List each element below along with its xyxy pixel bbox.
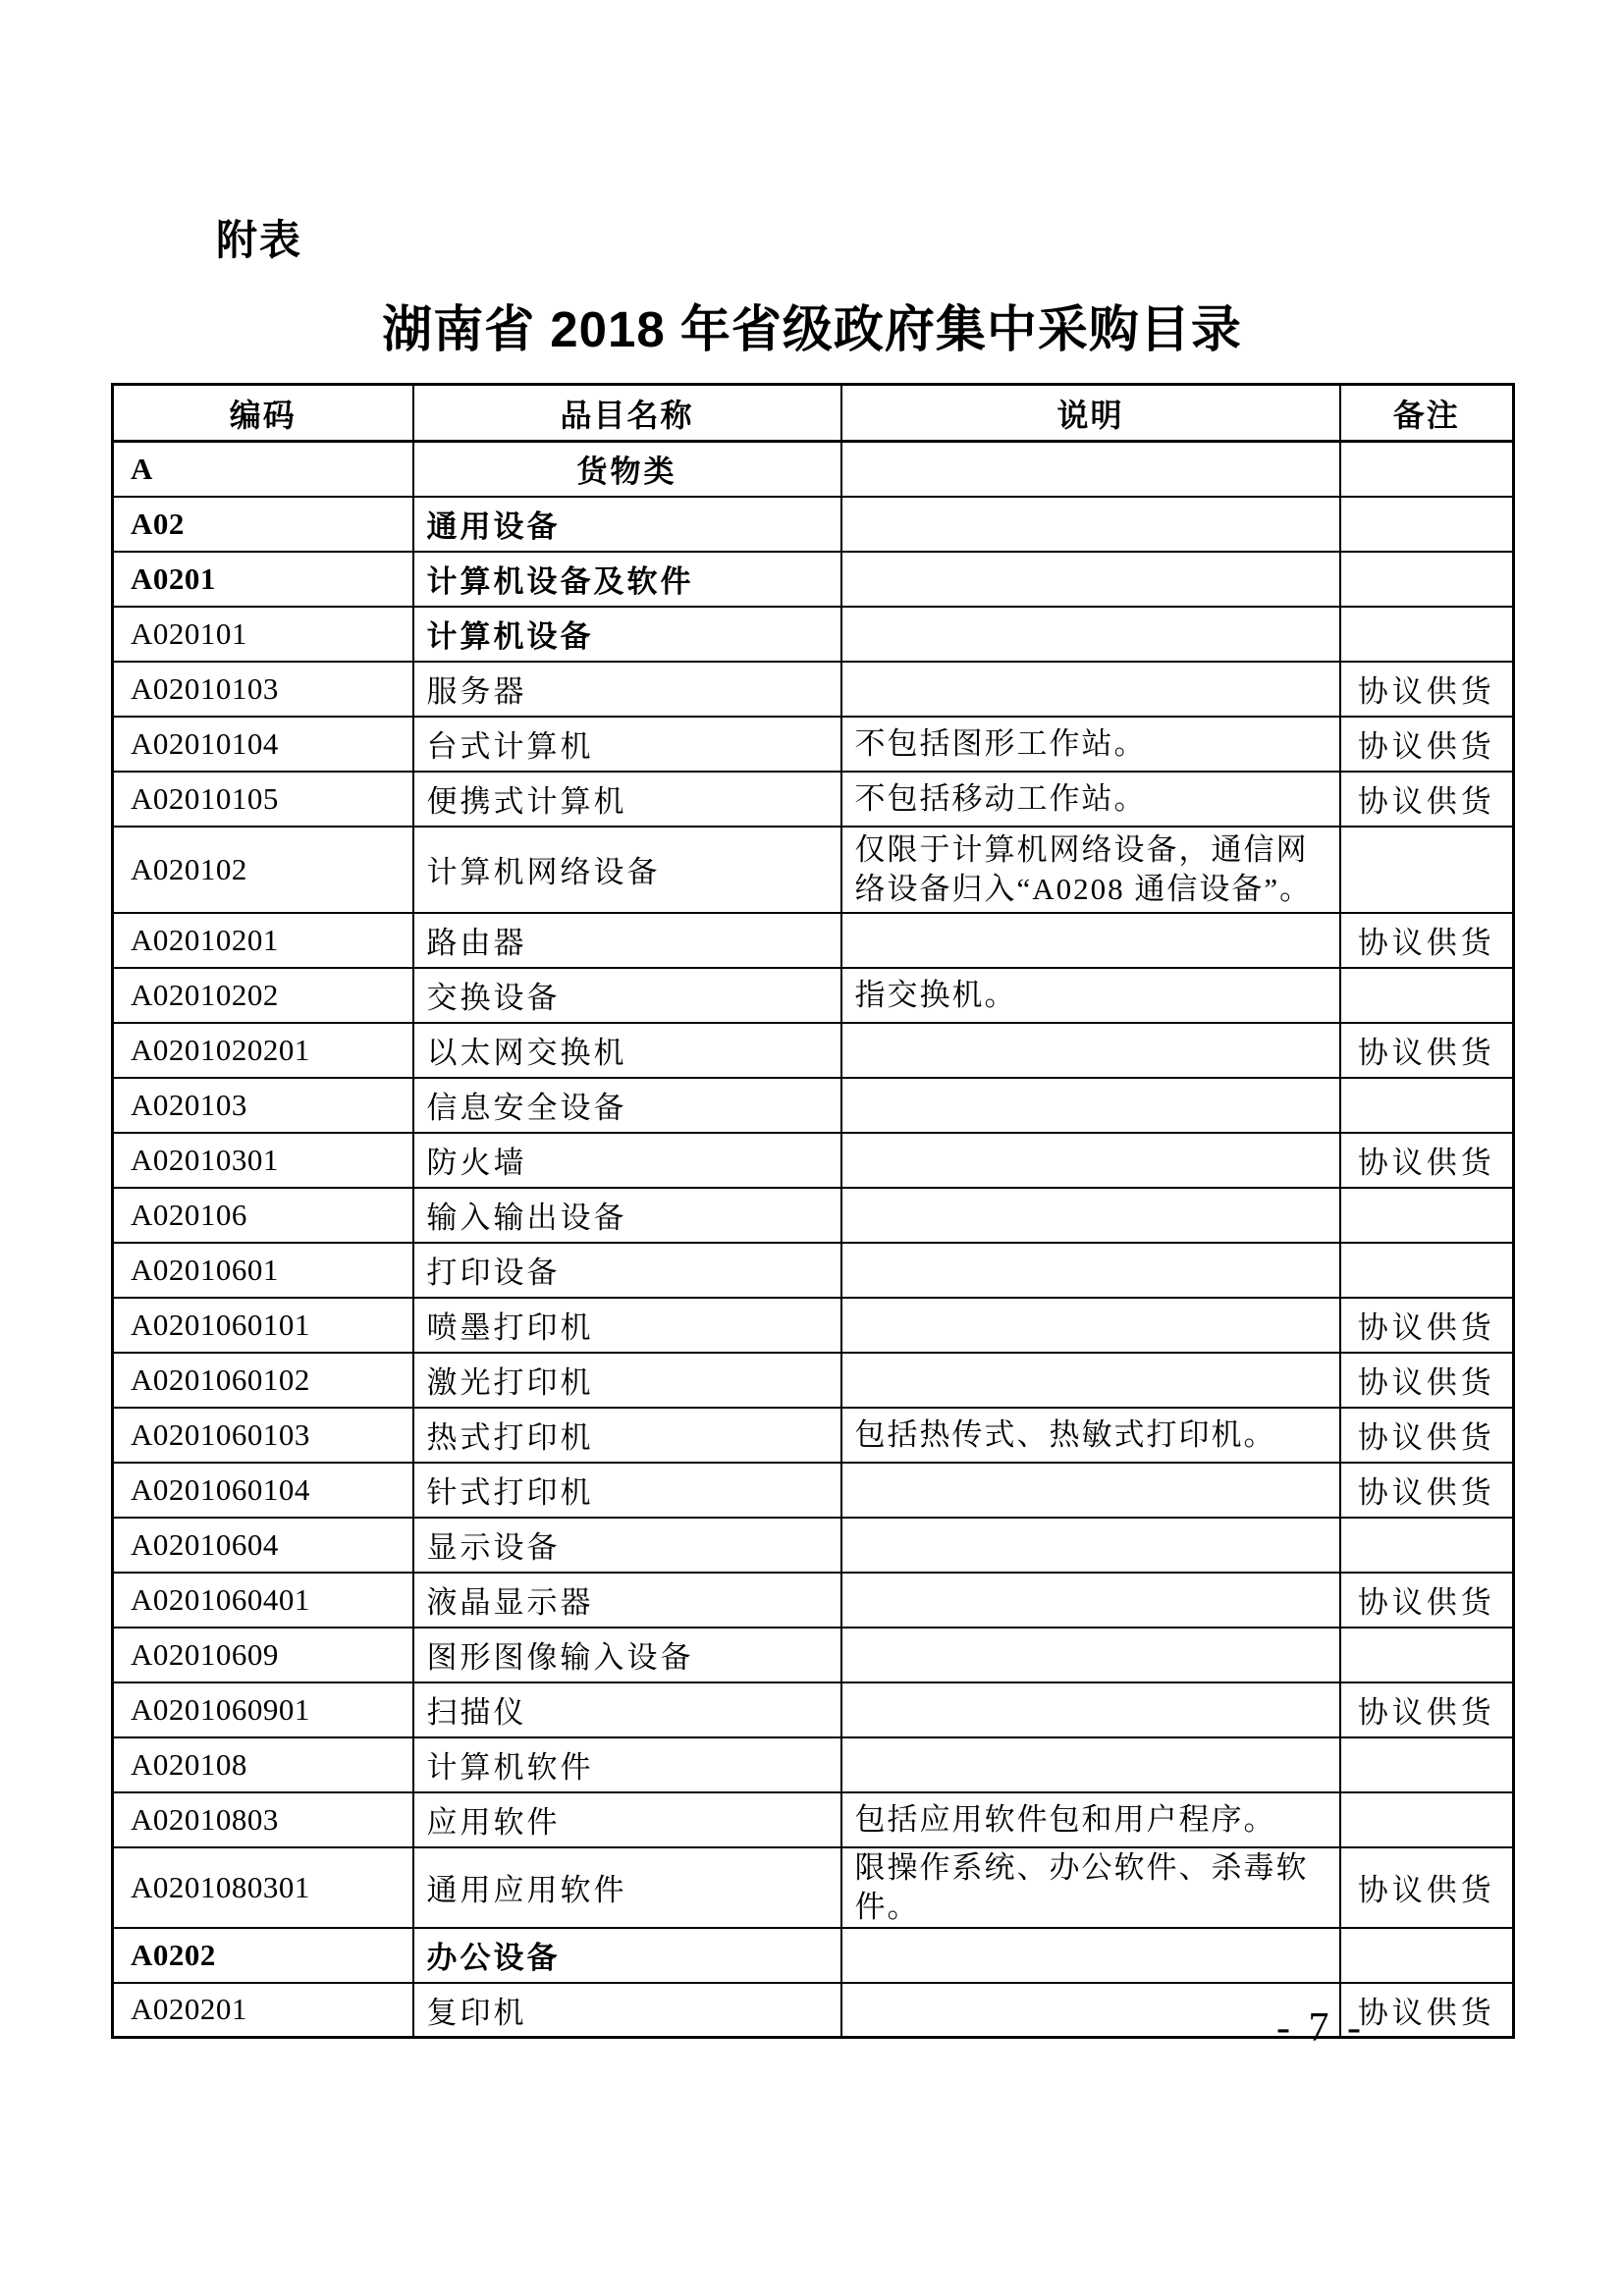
row-code: A0201060101 <box>113 1298 413 1353</box>
row-code: A0201 <box>113 552 413 607</box>
row-code: A02010103 <box>113 662 413 717</box>
row-remark: 协议供货 <box>1340 1133 1514 1188</box>
row-remark: 协议供货 <box>1340 1847 1514 1928</box>
row-remark <box>1340 968 1514 1023</box>
row-item-name: 通用设备 <box>413 497 841 552</box>
row-code: A0201060401 <box>113 1573 413 1628</box>
row-code: A020106 <box>113 1188 413 1243</box>
row-remark: 协议供货 <box>1340 1023 1514 1078</box>
row-remark <box>1340 827 1514 913</box>
table-row <box>113 1353 1514 1408</box>
table-row <box>113 1078 1514 1133</box>
row-code: A02010803 <box>113 1792 413 1847</box>
row-remark <box>1340 1518 1514 1573</box>
row-description <box>841 1243 1340 1298</box>
row-item-name: 打印设备 <box>413 1243 841 1298</box>
row-code: A020101 <box>113 607 413 662</box>
table-header <box>113 385 1514 442</box>
row-description <box>841 913 1340 968</box>
row-description <box>841 1133 1340 1188</box>
table-row <box>113 1243 1514 1298</box>
table-row <box>113 913 1514 968</box>
table-row <box>113 1628 1514 1682</box>
table-row <box>113 827 1514 913</box>
table-body <box>113 442 1514 2038</box>
row-remark: 协议供货 <box>1340 1408 1514 1463</box>
annex-label: 附表 <box>216 217 303 263</box>
row-remark: 协议供货 <box>1340 1983 1514 2038</box>
row-code: A020103 <box>113 1078 413 1133</box>
row-code: A0201060102 <box>113 1353 413 1408</box>
row-item-name: 激光打印机 <box>413 1353 841 1408</box>
row-item-name: 应用软件 <box>413 1792 841 1847</box>
row-code: A02010609 <box>113 1628 413 1682</box>
row-remark: 协议供货 <box>1340 913 1514 968</box>
table-row <box>113 1847 1514 1928</box>
row-remark: 协议供货 <box>1340 1573 1514 1628</box>
row-item-name: 计算机设备及软件 <box>413 552 841 607</box>
row-description <box>841 497 1340 552</box>
row-remark <box>1340 1928 1514 1983</box>
row-code: A02010202 <box>113 968 413 1023</box>
row-remark <box>1340 442 1514 497</box>
row-remark <box>1340 607 1514 662</box>
row-item-name: 图形图像输入设备 <box>413 1628 841 1682</box>
table-row <box>113 1023 1514 1078</box>
table-row <box>113 1792 1514 1847</box>
table-row <box>113 968 1514 1023</box>
row-code: A02010601 <box>113 1243 413 1298</box>
row-remark <box>1340 497 1514 552</box>
table-row <box>113 607 1514 662</box>
row-remark <box>1340 1243 1514 1298</box>
table-row <box>113 1573 1514 1628</box>
row-code: A02 <box>113 497 413 552</box>
table-row <box>113 1188 1514 1243</box>
row-description <box>841 442 1340 497</box>
row-item-name: 复印机 <box>413 1983 841 2038</box>
row-code: A0201020201 <box>113 1023 413 1078</box>
row-code: A0201060901 <box>113 1682 413 1737</box>
table-row <box>113 1518 1514 1573</box>
table-row <box>113 1408 1514 1463</box>
table-row <box>113 1737 1514 1792</box>
row-code: A0201060104 <box>113 1463 413 1518</box>
row-item-name: 路由器 <box>413 913 841 968</box>
row-remark: 协议供货 <box>1340 662 1514 717</box>
row-description: 仅限于计算机网络设备，通信网络设备归入“A0208 通信设备”。 <box>841 827 1340 913</box>
row-item-name: 以太网交换机 <box>413 1023 841 1078</box>
row-item-name: 针式打印机 <box>413 1463 841 1518</box>
row-item-name: 台式计算机 <box>413 717 841 772</box>
column-header-description: 说明 <box>841 385 1340 442</box>
column-header-item-name: 品目名称 <box>413 385 841 442</box>
table-header-row <box>113 385 1514 442</box>
procurement-catalog-table <box>111 383 1515 2039</box>
row-item-name: 计算机设备 <box>413 607 841 662</box>
row-code: A020201 <box>113 1983 413 2038</box>
row-description: 指交换机。 <box>841 968 1340 1023</box>
row-description <box>841 1518 1340 1573</box>
row-remark <box>1340 552 1514 607</box>
row-remark <box>1340 1792 1514 1847</box>
row-item-name: 防火墙 <box>413 1133 841 1188</box>
table-row <box>113 552 1514 607</box>
row-remark: 协议供货 <box>1340 1353 1514 1408</box>
row-description <box>841 1023 1340 1078</box>
page-title: 湖南省 2018 年省级政府集中采购目录 <box>382 301 1242 357</box>
table-row <box>113 1133 1514 1188</box>
row-item-name: 输入输出设备 <box>413 1188 841 1243</box>
row-code: A02010604 <box>113 1518 413 1573</box>
table-row <box>113 1463 1514 1518</box>
row-description: 不包括图形工作站。 <box>841 717 1340 772</box>
row-item-name: 便携式计算机 <box>413 772 841 827</box>
column-header-code: 编码 <box>113 385 413 442</box>
row-description <box>841 1188 1340 1243</box>
row-remark <box>1340 1628 1514 1682</box>
row-description: 不包括移动工作站。 <box>841 772 1340 827</box>
row-item-name: 热式打印机 <box>413 1408 841 1463</box>
table-row <box>113 1298 1514 1353</box>
table-row <box>113 497 1514 552</box>
row-item-name: 液晶显示器 <box>413 1573 841 1628</box>
row-description <box>841 607 1340 662</box>
table-row <box>113 772 1514 827</box>
row-description: 包括热传式、热敏式打印机。 <box>841 1408 1340 1463</box>
row-remark: 协议供货 <box>1340 1463 1514 1518</box>
row-remark <box>1340 1078 1514 1133</box>
row-description <box>841 1573 1340 1628</box>
row-item-name: 货物类 <box>413 442 841 497</box>
row-remark: 协议供货 <box>1340 1682 1514 1737</box>
row-code: A0201080301 <box>113 1847 413 1928</box>
page-number: - 7 - <box>1276 2005 1365 2051</box>
row-remark: 协议供货 <box>1340 717 1514 772</box>
row-item-name: 办公设备 <box>413 1928 841 1983</box>
row-description <box>841 1983 1340 2038</box>
row-code: A <box>113 442 413 497</box>
row-code: A020102 <box>113 827 413 913</box>
row-item-name: 计算机网络设备 <box>413 827 841 913</box>
row-remark: 协议供货 <box>1340 772 1514 827</box>
row-description <box>841 1737 1340 1792</box>
row-code: A02010301 <box>113 1133 413 1188</box>
row-remark <box>1340 1188 1514 1243</box>
row-code: A020108 <box>113 1737 413 1792</box>
row-description <box>841 1298 1340 1353</box>
row-description <box>841 552 1340 607</box>
row-item-name: 交换设备 <box>413 968 841 1023</box>
row-description <box>841 1463 1340 1518</box>
row-description: 限操作系统、办公软件、杀毒软件。 <box>841 1847 1340 1928</box>
row-code: A02010201 <box>113 913 413 968</box>
table-row <box>113 1682 1514 1737</box>
row-remark <box>1340 1737 1514 1792</box>
row-item-name: 喷墨打印机 <box>413 1298 841 1353</box>
row-code: A0202 <box>113 1928 413 1983</box>
table-row <box>113 1928 1514 1983</box>
row-item-name: 服务器 <box>413 662 841 717</box>
row-description <box>841 1682 1340 1737</box>
row-item-name: 计算机软件 <box>413 1737 841 1792</box>
row-item-name: 显示设备 <box>413 1518 841 1573</box>
row-description <box>841 662 1340 717</box>
row-description <box>841 1628 1340 1682</box>
row-description: 包括应用软件包和用户程序。 <box>841 1792 1340 1847</box>
row-item-name: 扫描仪 <box>413 1682 841 1737</box>
table-row <box>113 662 1514 717</box>
row-description <box>841 1078 1340 1133</box>
row-code: A0201060103 <box>113 1408 413 1463</box>
column-header-remarks: 备注 <box>1340 385 1514 442</box>
row-item-name: 信息安全设备 <box>413 1078 841 1133</box>
row-item-name: 通用应用软件 <box>413 1847 841 1928</box>
row-remark: 协议供货 <box>1340 1298 1514 1353</box>
row-description <box>841 1353 1340 1408</box>
row-code: A02010105 <box>113 772 413 827</box>
row-description <box>841 1928 1340 1983</box>
table-row <box>113 442 1514 497</box>
table-row <box>113 717 1514 772</box>
row-code: A02010104 <box>113 717 413 772</box>
